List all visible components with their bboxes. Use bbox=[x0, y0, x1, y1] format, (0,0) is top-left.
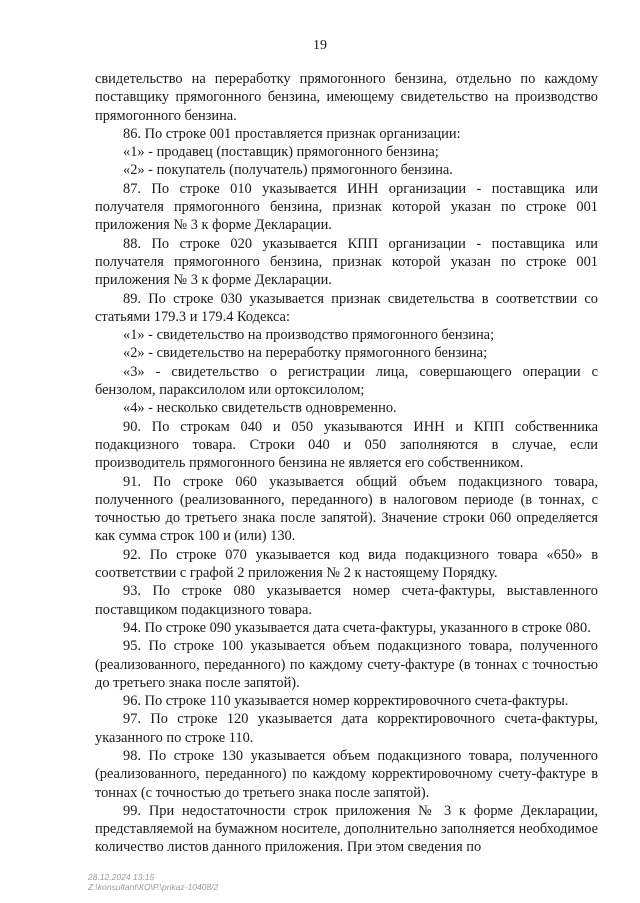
paragraph: 88. По строке 020 указывается КПП организации - поставщика или получателя прямогонного бензина, признак которой указан по строке 001 приложения № 3 к форме Декларации. bbox=[95, 235, 598, 289]
document-body bbox=[95, 70, 598, 857]
paragraph: «2» - свидетельство на переработку прямогонного бензина; bbox=[123, 345, 488, 362]
paragraph: 87. По строке 010 указывается ИНН организации - поставщика или получателя прямогонного бензина, признак которой указан по строке 001 приложения № 3 к форме Декларации. bbox=[95, 180, 598, 234]
paragraph: 97. По строке 120 указывается дата корректировочного счета-фактуры, указанного по строке 110. bbox=[95, 711, 598, 746]
paragraph: 89. По строке 030 указывается признак свидетельства в соответствии со статьями 179.3 и 179.4 Кодекса: bbox=[95, 290, 598, 325]
paragraph: «2» - покупатель (получатель) прямогонного бензина. bbox=[123, 162, 453, 179]
paragraph: 93. По строке 080 указывается номер счета-фактуры, выставленного поставщиком подакцизного товара. bbox=[95, 583, 598, 618]
paragraph: 95. По строке 100 указывается объем подакцизного товара, полученного (реализованного, переданного) по каждому счету-фактуре (в тоннах с точностью до третьего знака после запятой). bbox=[95, 638, 598, 691]
paragraph: «3» - свидетельство о регистрации лица, совершающего операции с бензолом, параксилолом или ортоксилолом; bbox=[95, 363, 598, 399]
paragraph: свидетельство на переработку прямогонного бензина, отдельно по каждому поставщику прямогонного бензина, имеющему свидетельство на производство прямогонного бензина. bbox=[95, 71, 598, 124]
page-number: 19 bbox=[313, 38, 327, 53]
paragraph: 96. По строке 110 указывается номер корректировочного счета-фактуры. bbox=[123, 693, 569, 710]
paragraph: 91. По строке 060 указывается общий объем подакцизного товара, полученного (реализованного, переданного) в налоговом периоде (в тоннах, с точностью до третьего знака после запятой). Значение строки 060 определяется как сумма строк 100 и (или) 130. bbox=[95, 473, 598, 545]
paragraph: «1» - продавец (поставщик) прямогонного бензина; bbox=[123, 144, 439, 161]
paragraph: 86. По строке 001 проставляется признак организации: bbox=[123, 125, 461, 142]
footer-timestamp: 28.12.2024 13:15 bbox=[88, 872, 155, 882]
footer-file-path: Z:\konsultant\КО\Р.\prikaz-10408/2 bbox=[88, 882, 219, 892]
paragraph: 92. По строке 070 указывается код вида подакцизного товара «650» в соответствии с графой 2 приложения № 2 к настоящему Порядку. bbox=[95, 546, 598, 582]
paragraph: 94. По строке 090 указывается дата счета-фактуры, указанного в строке 080. bbox=[123, 619, 591, 636]
paragraph: «4» - несколько свидетельств одновременно. bbox=[123, 400, 397, 417]
paragraph: 99. При недостаточности строк приложения № 3 к форме Декларации, представляемой на бумажном носителе, дополнительно заполняется необходимое количество листов данного приложения. При этом сведения по bbox=[95, 802, 598, 856]
paragraph: «1» - свидетельство на производство прямогонного бензина; bbox=[123, 327, 495, 344]
paragraph: 90. По строкам 040 и 050 указываются ИНН и КПП собственника подакцизного товара. Строки 040 и 050 заполняются в случае, если производитель прямогонного бензина не является его собственником. bbox=[95, 418, 598, 472]
footer-stamp bbox=[88, 872, 218, 892]
paragraph: 98. По строке 130 указывается объем подакцизного товара, полученного (реализованного, переданного) по каждому корректировочному счету-фактуре в тоннах (с точностью до третьего знака после запятой). bbox=[95, 747, 598, 801]
